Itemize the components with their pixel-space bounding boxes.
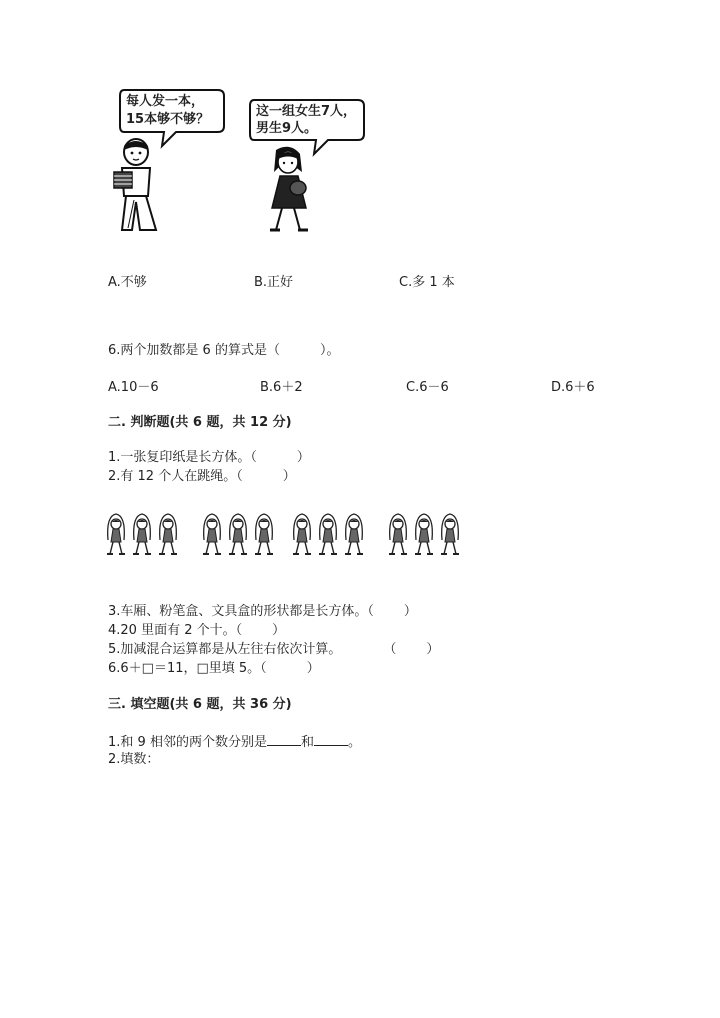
section2-item-3-close: ） [403, 604, 417, 619]
section2-item-5 [108, 642, 439, 658]
section2-item-4-close: ） [272, 623, 286, 638]
boy-speech-line-1: 每人发一本， [126, 94, 205, 109]
section2-item-2-text: 2.有 12 个人在跳绳。（ [108, 469, 243, 484]
jump-rope-child [293, 514, 311, 554]
section3-item-1-after: 。 [347, 735, 361, 750]
q6-prompt-before: 6.两个加数都是 6 的算式是（ [108, 343, 280, 358]
jump-rope-illustration [104, 510, 464, 560]
girl-speech-line-1: 这一组女生7人， [256, 104, 357, 119]
girl-speech-line-2: 男生9人。 [256, 121, 318, 136]
q6-option-b: B.6＋2 [260, 380, 303, 395]
jump-rope-child [159, 514, 177, 554]
section2-item-1-text: 1.一张复印纸是长方体。（ [108, 450, 257, 465]
jump-rope-child [255, 514, 273, 554]
q5-option-a: A.不够 [108, 275, 147, 290]
section2-item-1-close: ） [296, 450, 310, 465]
section2-item-4-text: 4.20 里面有 2 个十。（ [108, 623, 243, 638]
q5-option-b: B.正好 [254, 275, 294, 290]
section2-item-3-text: 3.车厢、粉笔盒、文具盒的形状都是长方体。（ [108, 604, 374, 619]
section2-item-5-open: （ [383, 642, 397, 657]
q6-option-d: D.6＋6 [551, 380, 595, 395]
section2-title: 二. 判断题(共 6 题，共 12 分) [108, 415, 292, 430]
section3-item-1-before: 1.和 9 相邻的两个数分别是 [108, 735, 267, 750]
section2-item-6 [108, 661, 320, 677]
section3-title: 三. 填空题(共 6 题，共 36 分) [108, 697, 292, 712]
blank-1[interactable] [267, 733, 301, 746]
section3-item-1 [108, 733, 361, 751]
jump-rope-child [319, 514, 337, 554]
girl-figure [258, 146, 318, 236]
section2-item-4 [108, 623, 285, 639]
section2-item-6-close: ） [306, 661, 320, 676]
section2-item-2 [108, 469, 296, 485]
jump-rope-child [345, 514, 363, 554]
section2-item-5-close: ） [426, 642, 440, 657]
q6-prompt [108, 343, 339, 359]
boy-figure [108, 138, 168, 238]
section2-item-6-text: 6.6＋□＝11，□里填 5。（ [108, 661, 267, 676]
q5-option-c: C.多 1 本 [399, 275, 455, 290]
section3-item-1-mid: 和 [300, 735, 314, 750]
section2-item-5-text: 5.加减混合运算都是从左往右依次计算。 [108, 642, 342, 657]
jump-rope-child [133, 514, 151, 554]
jump-rope-child [229, 514, 247, 554]
q6-option-c: C.6－6 [406, 380, 449, 395]
q6-prompt-after: ）。 [319, 343, 340, 358]
section2-item-2-close: ） [282, 469, 296, 484]
boy-speech-text [126, 93, 209, 129]
girl-speech-text [256, 103, 356, 137]
section2-item-3 [108, 604, 417, 620]
jump-rope-child [441, 514, 459, 554]
section3-item-2: 2.填数： [108, 752, 160, 767]
blank-2[interactable] [314, 733, 348, 746]
section2-item-1 [108, 450, 310, 466]
jump-rope-child [107, 514, 125, 554]
jump-rope-child [203, 514, 221, 554]
jump-rope-child [389, 514, 407, 554]
boy-speech-line-2: 15本够不够？ [126, 112, 210, 127]
jump-rope-child [415, 514, 433, 554]
q6-option-a: A.10－6 [108, 380, 159, 395]
